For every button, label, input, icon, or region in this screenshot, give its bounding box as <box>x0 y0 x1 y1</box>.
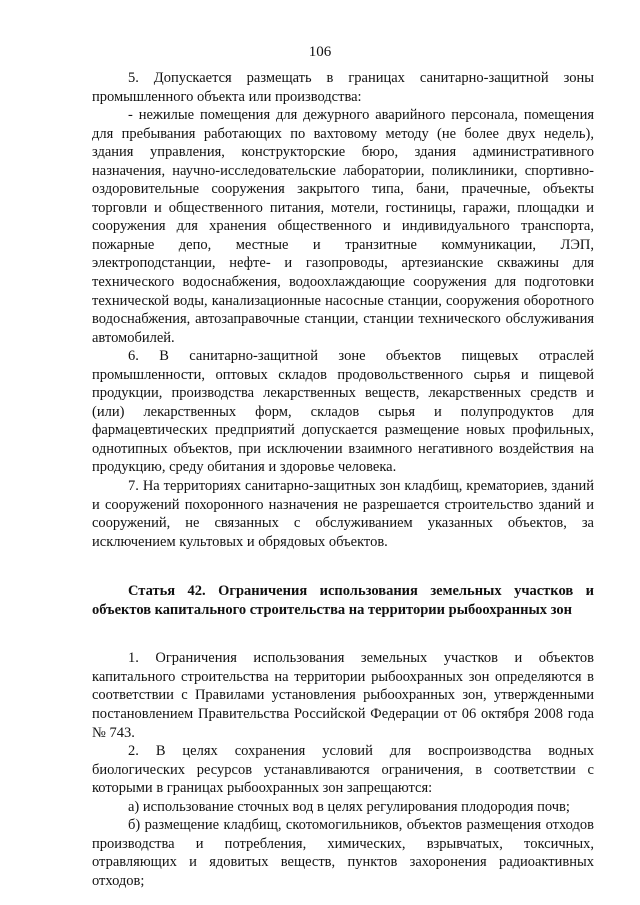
paragraph-item-7: 7. На территориях санитарно-защитных зон кладбищ, крематориев, зданий и сооружений похоронного назначения не разрешается строительство зданий и сооружений, не связанных с обслуживанием указанных объектов, за исключением культовых и обрядовых объектов. <box>92 478 594 550</box>
paragraph-item-5: 5. Допускается размещать в границах санитарно-защитной зоны промышленного объекта или производства: <box>92 70 594 105</box>
paragraph-article-42-item-2: 2. В целях сохранения условий для воспроизводства водных биологических ресурсов устанавливаются ограничения, в соответствии с которыми в границах рыбоохранных зон запрещаются: <box>92 743 594 797</box>
article-42-heading: Статья 42. Ограничения использования земельных участков и объектов капитального строительства на территории рыбоохранных зон <box>92 583 594 618</box>
document-body <box>92 69 594 890</box>
paragraph-item-6: 6. В санитарно-защитной зоне объектов пищевых отраслей промышленности, оптовых складов продовольственного сырья и пищевой продукции, производства лекарственных веществ, лекарственных средств и (или) лекарственных форм, складов сырья и полупродуктов для фармацевтических предприятий допускается размещение новых профильных, однотипных объектов, при исключении взаимного негативного воздействия на продукцию, среду обитания и здоровье человека. <box>92 348 594 476</box>
paragraph-article-42-item-b: б) размещение кладбищ, скотомогильников, объектов размещения отходов производства и потребления, химических, взрывчатых, токсичных, отравляющих и ядовитых веществ, пунктов захоронения радиоактивных отходов; <box>92 817 594 889</box>
paragraph-nonresidential-list: - нежилые помещения для дежурного аварийного персонала, помещения для пребывания работающих по вахтовому методу (не более двух недель), здания управления, конструкторские бюро, здания административного назначения, научно-исследовательские лаборатории, поликлиники, спортивно-оздоровительные сооружения закрытого типа, бани, прачечные, объекты торговли и общественного питания, мотели, гостиницы, гаражи, площадки и сооружения для хранения общественного и индивидуального транспорта, пожарные депо, местные и транзитные коммуникации, ЛЭП, электроподстанции, нефте- и газопроводы, артезианские скважины для технического водоснабжения, водоохлаждающие сооружения для подготовки технической воды, канализационные насосные станции, сооружения оборотного водоснабжения, автозаправочные станции, станции технического обслуживания автомобилей. <box>92 107 594 346</box>
paragraph-article-42-item-a: а) использование сточных вод в целях регулирования плодородия почв; <box>128 798 570 815</box>
paragraph-article-42-item-1: 1. Ограничения использования земельных участков и объектов капитального строительства на территории рыбоохранных зон определяются в соответствии с Правилами установления рыбоохранных зон, утвержденными постановлением Правительства Российской Федерации от 06 октября 2008 года № 743. <box>92 650 594 741</box>
page-number: 106 <box>308 44 332 60</box>
